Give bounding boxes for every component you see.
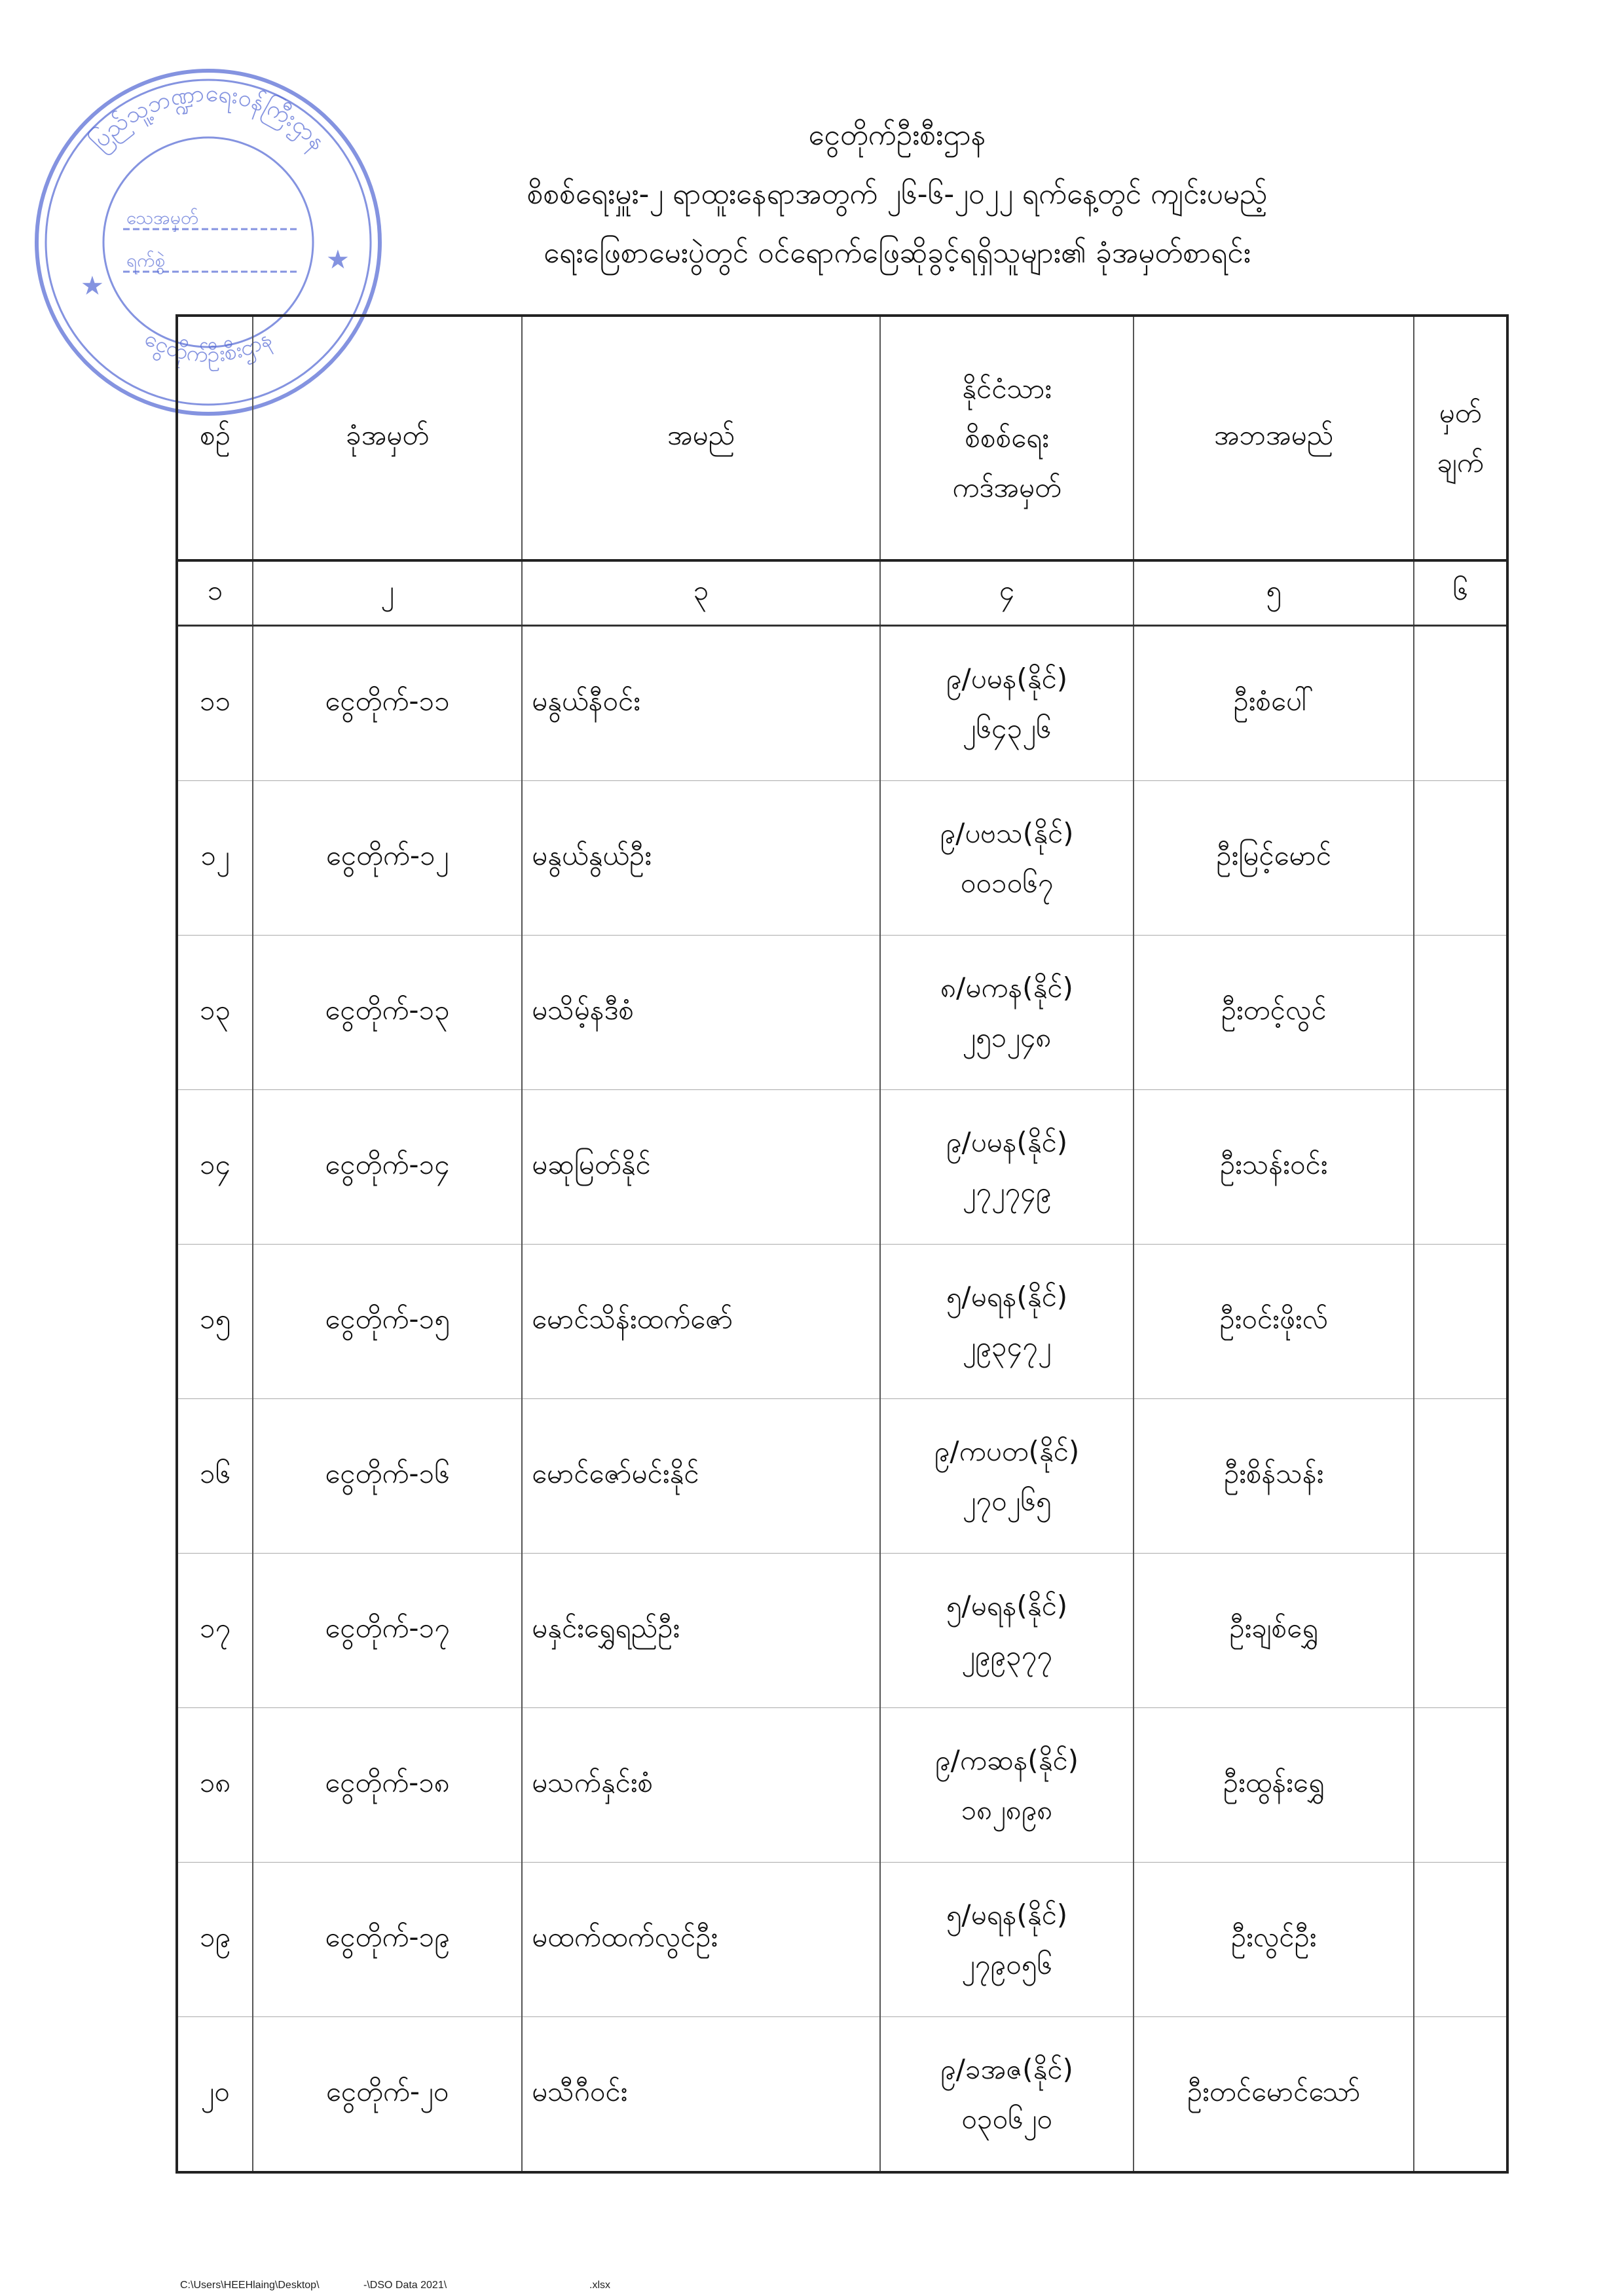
cell-nrc xyxy=(880,1245,1134,1399)
cell-nrc xyxy=(880,2017,1134,2173)
header-nrc-line-3: ကဒ်အမှတ် xyxy=(952,471,1061,503)
cell-name: မသက်နှင်းစံ xyxy=(522,1708,880,1863)
header-department: ငွေတိုက်ဦးစီးဌာန xyxy=(808,118,986,152)
cell-remark xyxy=(1414,1399,1507,1554)
cell-name: မနွယ်နီဝင်း xyxy=(522,626,880,781)
cell-seat-number: ငွေတိုက်-၁၃ xyxy=(253,936,522,1090)
column-number: ၅ xyxy=(1134,560,1414,626)
cell-nrc xyxy=(880,626,1134,781)
cell-nrc-prefix: ၉/ကဆန(နိုင်) xyxy=(935,1743,1079,1776)
cell-nrc-prefix: ၉/ခအဇ(နိုင်) xyxy=(940,2052,1073,2085)
table-row xyxy=(177,1708,1507,1863)
footer-path-part-1: C:\Users\HEEHlaing\Desktop\ xyxy=(180,2280,320,2291)
cell-nrc-number: ၁၈၂၈၉၈ xyxy=(961,1793,1053,1826)
cell-name: မနှင်းရွှေရည်ဦး xyxy=(522,1554,880,1708)
cell-serial: ၁၂ xyxy=(177,781,253,936)
cell-nrc-number: ၂၅၁၂၄၈ xyxy=(962,1021,1052,1053)
cell-remark xyxy=(1414,1245,1507,1399)
seal-number-label: သေအမှတ် xyxy=(126,207,199,228)
header-nrc-line-1: နိုင်ငံသား xyxy=(962,372,1052,405)
cell-nrc-number: ၂၆၄၃၂၆ xyxy=(962,712,1052,744)
table-row xyxy=(177,1090,1507,1245)
table-row xyxy=(177,781,1507,936)
cell-nrc xyxy=(880,1863,1134,2017)
cell-nrc xyxy=(880,1554,1134,1708)
cell-name: မသီဂီဝင်း xyxy=(522,2017,880,2173)
header-name: အမည် xyxy=(522,316,880,560)
cell-nrc xyxy=(880,1399,1134,1554)
cell-seat-number: ငွေတိုက်-၁၁ xyxy=(253,626,522,781)
header-seat-number: ခုံအမှတ် xyxy=(253,316,522,560)
table-row xyxy=(177,1863,1507,2017)
cell-nrc-prefix: ၅/မရန(နိုင်) xyxy=(946,1280,1068,1313)
cell-remark xyxy=(1414,1708,1507,1863)
cell-nrc-prefix: ၉/ပမန(နိုင်) xyxy=(946,662,1068,695)
cell-remark xyxy=(1414,2017,1507,2173)
cell-seat-number: ငွေတိုက်-၁၆ xyxy=(253,1399,522,1554)
seat-number-table xyxy=(175,314,1509,2174)
header-exam-title: စိစစ်ရေးမှူး-၂ ရာထူးနေရာအတွက် ၂၆-၆-၂၀၂၂ ရက်နေ့တွင် ကျင်းပမည့် xyxy=(526,177,1268,211)
cell-father-name: ဦးထွန်းရွှေ xyxy=(1134,1708,1414,1863)
cell-remark xyxy=(1414,1863,1507,2017)
cell-nrc-number: ၂၇၂၇၄၉ xyxy=(962,1175,1052,1208)
cell-serial: ၁၄ xyxy=(177,1090,253,1245)
column-number-row xyxy=(177,560,1507,626)
cell-father-name: ဦးတင်မောင်သော် xyxy=(1134,2017,1414,2173)
cell-nrc xyxy=(880,1090,1134,1245)
cell-father-name: ဦးချစ်ရွှေ xyxy=(1134,1554,1414,1708)
cell-nrc xyxy=(880,1708,1134,1863)
cell-name: မောင်သိန်းထက်ဇော် xyxy=(522,1245,880,1399)
column-number: ၃ xyxy=(522,560,880,626)
cell-remark xyxy=(1414,936,1507,1090)
cell-serial: ၁၇ xyxy=(177,1554,253,1708)
table-row xyxy=(177,1399,1507,1554)
cell-father-name: ဦးဝင်းဖိုးလ် xyxy=(1134,1245,1414,1399)
cell-remark xyxy=(1414,781,1507,936)
cell-nrc-prefix: ၅/မရန(နိုင်) xyxy=(946,1898,1068,1931)
cell-seat-number: ငွေတိုက်-၁၈ xyxy=(253,1708,522,1863)
seal-date-label: ရက်စွဲ xyxy=(126,249,166,271)
cell-nrc xyxy=(880,781,1134,936)
cell-name: မဆုမြတ်နိုင် xyxy=(522,1090,880,1245)
header-father-name: အဘအမည် xyxy=(1134,316,1414,560)
cell-remark xyxy=(1414,626,1507,781)
table-row xyxy=(177,936,1507,1090)
cell-name: မနွယ်နွယ်ဦး xyxy=(522,781,880,936)
header-serial: စဉ် xyxy=(177,316,253,560)
footer-path-part-2: -\DSO Data 2021\ xyxy=(363,2280,447,2291)
cell-nrc-prefix: ၅/မရန(နိုင်) xyxy=(946,1589,1068,1622)
cell-seat-number: ငွေတိုက်-၁၄ xyxy=(253,1090,522,1245)
cell-serial: ၁၁ xyxy=(177,626,253,781)
cell-seat-number: ငွေတိုက်-၂၀ xyxy=(253,2017,522,2173)
cell-name: မသိမ့်နဒီစံ xyxy=(522,936,880,1090)
cell-nrc-number: ၂၉၉၃၇၇ xyxy=(961,1639,1052,1671)
cell-serial: ၁၈ xyxy=(177,1708,253,1863)
cell-serial: ၁၉ xyxy=(177,1863,253,2017)
header-remark xyxy=(1414,316,1507,560)
cell-father-name: ဦးမြင့်မောင် xyxy=(1134,781,1414,936)
seal-star-right-icon: ★ xyxy=(326,245,350,275)
column-number: ၂ xyxy=(253,560,522,626)
cell-nrc xyxy=(880,936,1134,1090)
table-header-row xyxy=(177,316,1507,560)
header-nrc xyxy=(880,316,1134,560)
cell-father-name: ဦးလွင်ဦး xyxy=(1134,1863,1414,2017)
cell-nrc-number: ၂၇၀၂၆၅ xyxy=(962,1484,1052,1517)
cell-remark xyxy=(1414,1090,1507,1245)
cell-serial: ၁၃ xyxy=(177,936,253,1090)
cell-nrc-prefix: ၉/ပဗသ(နိုင်) xyxy=(940,816,1074,849)
cell-nrc-prefix: ၉/ကပတ(နိုင်) xyxy=(934,1434,1080,1467)
cell-seat-number: ငွေတိုက်-၁၅ xyxy=(253,1245,522,1399)
cell-serial: ၁၅ xyxy=(177,1245,253,1399)
cell-father-name: ဦးသန်းဝင်း xyxy=(1134,1090,1414,1245)
seal-bottom-text: ငွေတိုက်ဦးစီးဌာန xyxy=(140,325,276,368)
cell-seat-number: ငွေတိုက်-၁၉ xyxy=(253,1863,522,2017)
header-remark-line-2: ချက် xyxy=(1437,446,1484,479)
cell-serial: ၁၆ xyxy=(177,1399,253,1554)
header-remark-line-1: မှတ် xyxy=(1439,397,1482,429)
table-row xyxy=(177,1554,1507,1708)
footer-path-part-3: .xlsx xyxy=(589,2280,610,2291)
cell-serial: ၂၀ xyxy=(177,2017,253,2173)
cell-remark xyxy=(1414,1554,1507,1708)
cell-seat-number: ငွေတိုက်-၁၇ xyxy=(253,1554,522,1708)
column-number: ၆ xyxy=(1414,560,1507,626)
cell-nrc-number: ၀၀၁၀၆၇ xyxy=(960,866,1054,899)
header-nrc-line-2: စိစစ်ရေး xyxy=(965,422,1049,454)
header-list-title: ရေးဖြေစာမေးပွဲတွင် ဝင်ရောက်ဖြေဆိုခွင့်ရရှိသူများ၏ ခုံအမှတ်စာရင်း xyxy=(544,236,1251,270)
cell-nrc-number: ၂၇၉၀၅၆ xyxy=(961,1948,1052,1980)
cell-nrc-number: ၀၃၀၆၂၀ xyxy=(961,2102,1052,2135)
column-number: ၄ xyxy=(880,560,1134,626)
table-row xyxy=(177,1245,1507,1399)
cell-name: မထက်ထက်လွင်ဦး xyxy=(522,1863,880,2017)
cell-nrc-number: ၂၉၃၄၇၂ xyxy=(962,1330,1052,1362)
table-row xyxy=(177,626,1507,781)
table-row xyxy=(177,2017,1507,2173)
seal-ring-text: ပြည်သူ့ဘဏ္ဍာရေးဝန်ကြီးဌာန xyxy=(85,79,332,156)
column-number: ၁ xyxy=(177,560,253,626)
document-header xyxy=(0,118,1624,298)
cell-father-name: ဦးတင့်လွင် xyxy=(1134,936,1414,1090)
cell-seat-number: ငွေတိုက်-၁၂ xyxy=(253,781,522,936)
cell-nrc-prefix: ၉/ပမန(နိုင်) xyxy=(946,1125,1068,1158)
cell-father-name: ဦးစံပေါ် xyxy=(1134,626,1414,781)
cell-nrc-prefix: ၈/မကန(နိုင်) xyxy=(940,971,1073,1004)
cell-name: မောင်ဇော်မင်းနိုင် xyxy=(522,1399,880,1554)
cell-father-name: ဦးစိန်သန်း xyxy=(1134,1399,1414,1554)
seal-star-left-icon: ★ xyxy=(81,271,104,301)
